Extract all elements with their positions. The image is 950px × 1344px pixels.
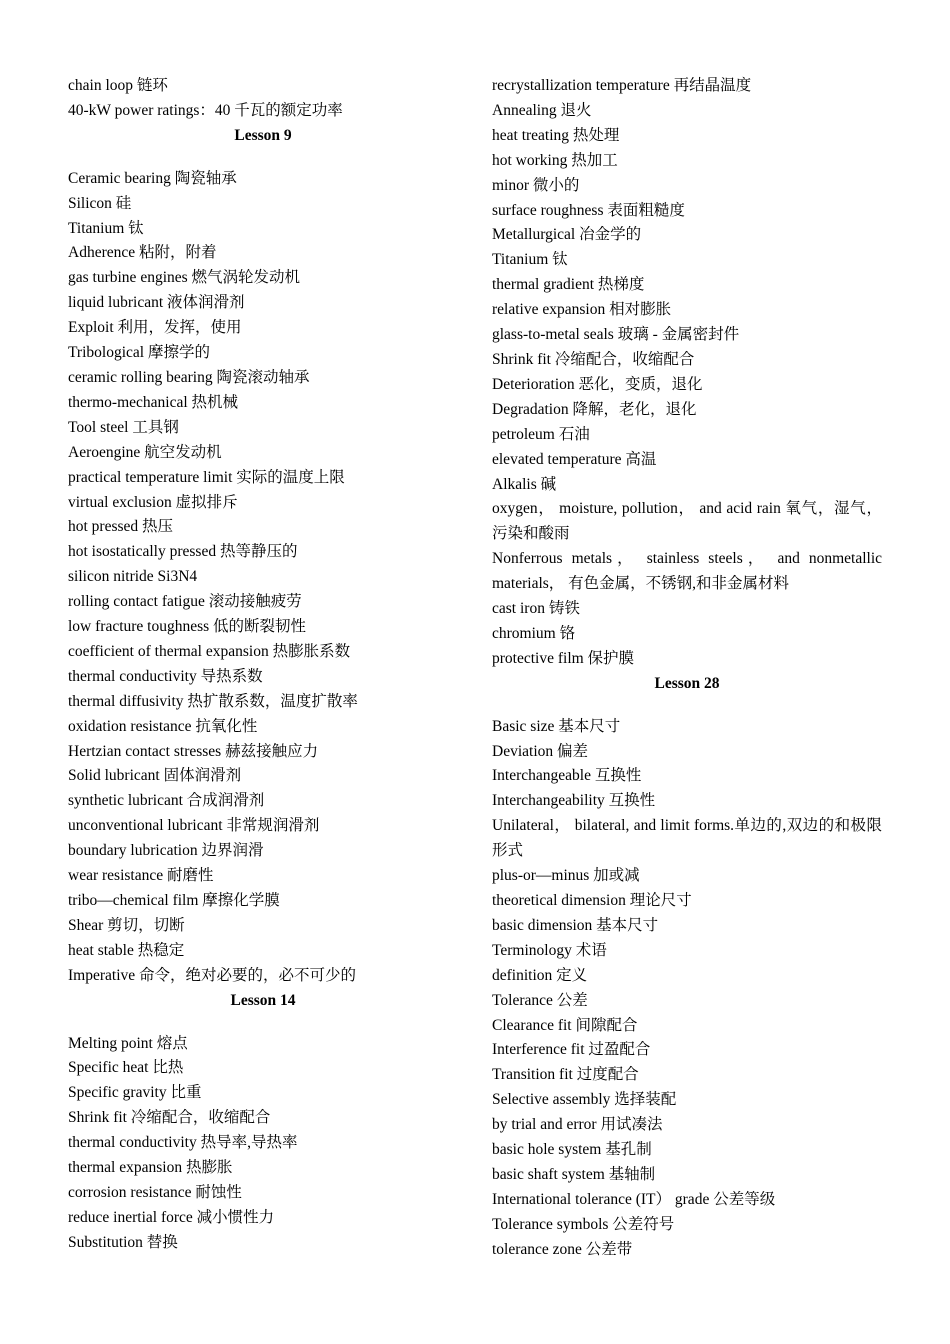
glossary-entry: Terminology 术语 xyxy=(492,941,607,959)
glossary-entry: heat stable 热稳定 xyxy=(68,941,185,959)
glossary-entry: thermal conductivity 热导率,导热率 xyxy=(68,1134,298,1152)
glossary-entry: protective film 保护膜 xyxy=(492,649,635,667)
glossary-entry: reduce inertial force 减小惯性力 xyxy=(68,1208,275,1226)
glossary-entry: Basic size 基本尺寸 xyxy=(492,717,621,735)
glossary-entry: Metallurgical 冶金学的 xyxy=(492,226,642,244)
glossary-entry: Tolerance 公差 xyxy=(492,991,588,1009)
glossary-entry: thermal conductivity 导热系数 xyxy=(68,667,263,685)
glossary-entry: Shrink fit 冷缩配合，收缩配合 xyxy=(68,1109,271,1127)
glossary-entry: thermo-mechanical 热机械 xyxy=(68,393,239,411)
glossary-entry: silicon nitride Si3N4 xyxy=(68,568,198,586)
glossary-entry: Titanium 钛 xyxy=(492,251,568,269)
left-column xyxy=(68,74,458,1256)
glossary-entry: Nonferrous metals， stainless steels， and nonmetallic materials， 有色金属，不锈钢,和非金属材料 xyxy=(492,550,882,593)
glossary-entry: basic shaft system 基轴制 xyxy=(492,1165,656,1183)
glossary-entry: basic dimension 基本尺寸 xyxy=(492,916,659,934)
glossary-entry: Imperative 命令，绝对必要的，必不可少的 xyxy=(68,966,357,984)
glossary-entry: chain loop 链环 xyxy=(68,77,168,94)
glossary-entry: Annealing 退火 xyxy=(492,101,592,119)
glossary-entry: synthetic lubricant 合成润滑剂 xyxy=(68,792,265,810)
glossary-entry: Adherence 粘附，附着 xyxy=(68,244,217,262)
glossary-entry: Melting point 熔点 xyxy=(68,1034,188,1052)
glossary-entry: Tool steel 工具钢 xyxy=(68,418,179,436)
glossary-entry: Hertzian contact stresses 赫兹接触应力 xyxy=(68,742,319,760)
glossary-entry: Tribological 摩擦学的 xyxy=(68,344,210,362)
glossary-entry: surface roughness 表面粗糙度 xyxy=(492,201,685,219)
glossary-entry: boundary lubrication 边界润滑 xyxy=(68,842,264,860)
glossary-entry: Aeroengine 航空发动机 xyxy=(68,443,222,461)
glossary-entry: Substitution 替换 xyxy=(68,1233,178,1251)
glossary-entry: plus-or—minus 加或减 xyxy=(492,867,640,885)
glossary-entry: Interchangeable 互换性 xyxy=(492,767,642,785)
glossary-entry: Degradation 降解，老化，退化 xyxy=(492,400,697,418)
glossary-entry: Selective assembly 选择装配 xyxy=(492,1091,677,1109)
lesson-heading: Lesson 14 xyxy=(230,991,296,1009)
glossary-entry: thermal gradient 热梯度 xyxy=(492,276,645,294)
glossary-entry: basic hole system 基孔制 xyxy=(492,1141,652,1159)
glossary-entry: tolerance zone 公差带 xyxy=(492,1240,633,1258)
glossary-entry: elevated temperature 高温 xyxy=(492,450,657,468)
glossary-entry: oxidation resistance 抗氧化性 xyxy=(68,717,258,735)
glossary-entry: practical temperature limit 实际的温度上限 xyxy=(68,468,345,486)
glossary-entry: Interference fit 过盈配合 xyxy=(492,1041,651,1059)
glossary-entry: heat treating 热处理 xyxy=(492,126,620,144)
glossary-entry: minor 微小的 xyxy=(492,176,580,194)
glossary-entry: glass-to-metal seals 玻璃 - 金属密封件 xyxy=(492,326,740,344)
glossary-entry: thermal diffusivity 热扩散系数，温度扩散率 xyxy=(68,692,358,710)
glossary-entry: Shrink fit 冷缩配合，收缩配合 xyxy=(492,350,695,368)
glossary-entry: Exploit 利用，发挥，使用 xyxy=(68,319,242,337)
glossary-entry: definition 定义 xyxy=(492,966,588,984)
right-column xyxy=(492,74,882,1263)
glossary-entry: Tolerance symbols 公差符号 xyxy=(492,1215,675,1233)
glossary-entry: Shear 剪切，切断 xyxy=(68,916,185,934)
glossary-entry: 40-kW power ratings：40 千瓦的额定功率 xyxy=(68,101,343,119)
glossary-entry: tribo—chemical film 摩擦化学膜 xyxy=(68,892,280,909)
lesson-heading: Lesson 9 xyxy=(234,126,292,144)
glossary-entry: corrosion resistance 耐蚀性 xyxy=(68,1183,242,1201)
glossary-entry: low fracture toughness 低的断裂韧性 xyxy=(68,618,307,636)
glossary-entry: Specific gravity 比重 xyxy=(68,1084,202,1102)
glossary-entry: liquid lubricant 液体润滑剂 xyxy=(68,294,245,312)
glossary-entry: Deterioration 恶化，变质，退化 xyxy=(492,375,703,393)
glossary-entry: Transition fit 过度配合 xyxy=(492,1066,639,1084)
glossary-entry: oxygen， moisture, pollution， and acid rain 氧气，湿气，污染和酸雨 xyxy=(492,500,882,543)
glossary-entry: Interchangeability 互换性 xyxy=(492,792,656,810)
glossary-entry: wear resistance 耐磨性 xyxy=(68,867,214,885)
glossary-entry: cast iron 铸铁 xyxy=(492,600,580,618)
glossary-entry: hot pressed 热压 xyxy=(68,518,174,536)
glossary-entry: virtual exclusion 虚拟排斥 xyxy=(68,493,238,511)
glossary-entry: chromium 铬 xyxy=(492,624,576,642)
glossary-entry: Solid lubricant 固体润滑剂 xyxy=(68,767,242,785)
glossary-entry: relative expansion 相对膨胀 xyxy=(492,301,672,319)
glossary-entry: rolling contact fatigue 滚动接触疲劳 xyxy=(68,593,302,611)
glossary-entry: gas turbine engines 燃气涡轮发动机 xyxy=(68,269,301,287)
lesson-heading: Lesson 28 xyxy=(654,674,720,692)
glossary-entry: Unilateral， bilateral, and limit forms.单边的,双边的和极限形式 xyxy=(492,817,882,860)
glossary-entry: coefficient of thermal expansion 热膨胀系数 xyxy=(68,642,351,660)
glossary-entry: Specific heat 比热 xyxy=(68,1059,184,1077)
glossary-entry: ceramic rolling bearing 陶瓷滚动轴承 xyxy=(68,368,310,386)
glossary-entry: unconventional lubricant 非常规润滑剂 xyxy=(68,817,320,835)
glossary-entry: International tolerance (IT） grade 公差等级 xyxy=(492,1190,776,1208)
glossary-entry: thermal expansion 热膨胀 xyxy=(68,1159,233,1177)
glossary-entry: by trial and error 用试凑法 xyxy=(492,1116,663,1134)
glossary-entry: petroleum 石油 xyxy=(492,425,590,443)
glossary-entry: hot isostatically pressed 热等静压的 xyxy=(68,543,298,561)
glossary-entry: theoretical dimension 理论尺寸 xyxy=(492,892,692,909)
glossary-entry: hot working 热加工 xyxy=(492,151,618,169)
glossary-entry: Titanium 钛 xyxy=(68,219,144,237)
glossary-entry: Clearance fit 间隙配合 xyxy=(492,1016,638,1034)
glossary-entry: Silicon 硅 xyxy=(68,194,132,212)
glossary-entry: Deviation 偏差 xyxy=(492,742,588,760)
glossary-entry: recrystallization temperature 再结晶温度 xyxy=(492,77,752,94)
glossary-entry: Ceramic bearing 陶瓷轴承 xyxy=(68,169,237,187)
glossary-entry: Alkalis 碱 xyxy=(492,475,557,493)
